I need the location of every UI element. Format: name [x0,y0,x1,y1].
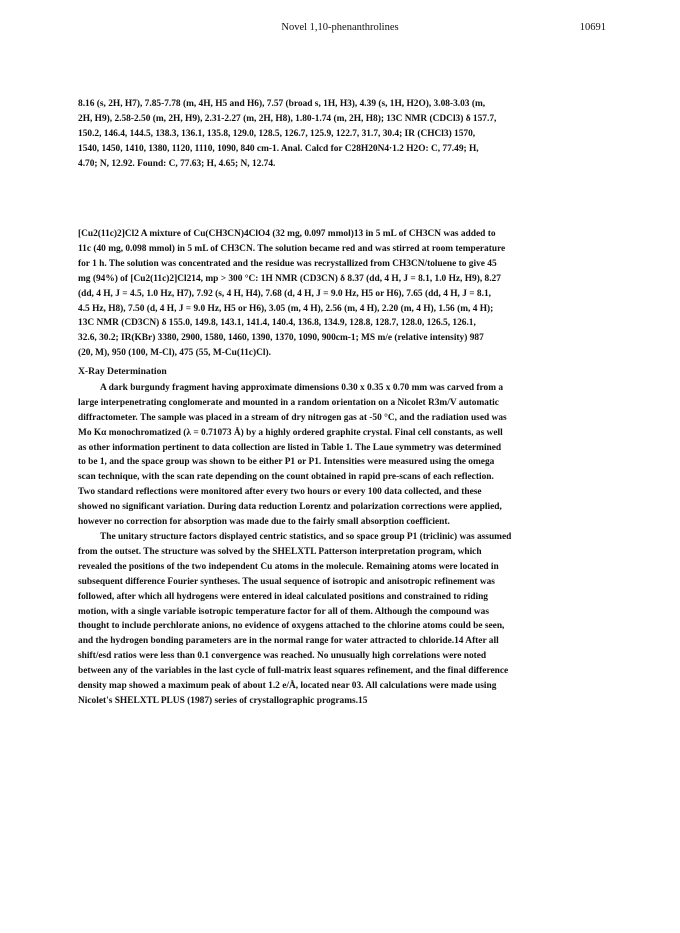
text-line: Two standard reflections were monitored after every two hours or every 100 data collected, and these [78,487,482,498]
text-line: for 1 h. The solution was concentrated and the residue was recrystallized from CH3CN/toluene to give 45 [78,258,497,269]
text-line: as other information pertinent to data collection are listed in Table 1. The Laue symmetry was determined [78,442,502,453]
text-line: 1540, 1450, 1410, 1380, 1120, 1110, 1090, 840 cm-1. Anal. Calcd for C28H20N4·1.2 H2O: C, 77.49; H, [78,143,479,154]
text-line: 2H, H9), 2.58-2.50 (m, 2H, H9), 2.31-2.27 (m, 2H, H8), 1.80-1.74 (m, 2H, H8); 13C NMR (CDCl3) δ 157.7, [78,113,497,124]
text-line: [Cu2(11c)2]Cl2 A mixture of Cu(CH3CN)4ClO4 (32 mg, 0.097 mmol)13 in 5 mL of CH3CN was added to [78,229,496,239]
text-line: Nicolet's SHELXTL PLUS (1987) series of crystallographic programs.15 [78,695,368,706]
text-line: 32.6, 30.2; IR(KBr) 3380, 2900, 1580, 1460, 1390, 1370, 1090, 900cm-1; MS m/e (relative intensity) 987 [78,333,484,344]
text-line: (dd, 4 H, J = 4.5, 1.0 Hz, H7), 7.92 (s, 4 H, H4), 7.68 (d, 4 H, J = 9.0 Hz, H5 or H6), 7.65 (dd, 4 H, J = 8.1, [78,288,491,299]
text-line: from the outset. The structure was solved by the SHELXTL Patterson interpretation program, which [78,546,482,557]
text-line: 8.16 (s, 2H, H7), 7.85-7.78 (m, 4H, H5 and H6), 7.57 (broad s, 1H, H3), 4.39 (s, 1H, H2O), 3.08-3.03 (m, [78,99,486,109]
text-line: followed, after which all hydrogens were entered in ideal calculated positions and constrained to riding [78,591,488,602]
text-line: density map showed a maximum peak of about 1.2 e/Å, located near 03. All calculations were made using [78,681,497,692]
text-line: mg (94%) of [Cu2(11c)2]Cl214, mp > 300 °C: 1H NMR (CD3CN) δ 8.37 (dd, 4 H, J = 8.1, 1.0 Hz, H9), 8.27 [78,273,501,284]
xray-paragraph-2 [78,530,612,709]
page-number: 10691 [579,22,606,33]
text-line: to be 1, and the space group was shown to be either P1 or P1. Intensities were measured using the omega [78,457,495,468]
page-header [0,22,680,36]
text-line: scan technique, with the scan rate depending on the count obtained in rapid pre-scans of each reflection. [78,472,494,483]
text-line: however no correction for absorption was made due to the fairly small absorption coefficient. [78,517,450,528]
section-heading: X-Ray Determination [78,366,167,377]
text-line: large interpenetrating conglomerate and mounted in a random orientation on a Nicolet R3m/V automatic [78,397,499,408]
text-line: motion, with a single variable isotropic temperature factor for all of them. Although the compound was [78,606,490,617]
text-line: between any of the variables in the last cycle of full-matrix least squares refinement, and the final difference [78,666,509,677]
text-line: showed no significant variation. During data reduction Lorentz and polarization corrections were applied, [78,502,502,513]
text-line: 11c (40 mg, 0.098 mmol) in 5 mL of CH3CN. The solution became red and was stirred at room temperature [78,243,506,254]
copper-complex-paragraph [78,227,612,361]
text-line: A dark burgundy fragment having approximate dimensions 0.30 x 0.35 x 0.70 mm was carved from a [100,382,504,393]
text-line: Mo Kα monochromatized (λ = 0.71073 Å) by a highly ordered graphite crystal. Final cell constants, as well [78,427,503,438]
text-line: 4.70; N, 12.92. Found: C, 77.63; H, 4.65; N, 12.74. [78,158,276,169]
nmr-data-paragraph [78,97,612,172]
text-line: subsequent difference Fourier syntheses. The usual sequence of isotropic and anisotropic refinement was [78,576,495,587]
text-line: shift/esd ratios were less than 0.1 convergence was reached. No unusually high correlations were noted [78,651,487,662]
text-line: diffractometer. The sample was placed in a stream of dry nitrogen gas at -50 °C, and the radiation used was [78,412,507,423]
text-line: revealed the positions of the two independent Cu atoms in the molecule. Remaining atoms were located in [78,561,499,572]
text-line: thought to include perchlorate anions, no evidence of oxygens attached to the chlorine atoms could be seen, [78,621,505,632]
text-line: and the hydrogen bonding parameters are in the normal range for water attracted to chloride.14 After all [78,636,499,647]
text-line: (20, M), 950 (100, M-Cl), 475 (55, M-Cu(11c)Cl). [78,348,271,359]
xray-paragraph-1 [78,381,612,530]
text-line: The unitary structure factors displayed centric statistics, and so space group P1 (triclinic) was assumed [100,531,512,542]
text-line: 13C NMR (CD3CN) δ 155.0, 149.8, 143.1, 141.4, 140.4, 136.8, 134.9, 128.8, 128.7, 128.0, 126.5, 126.1, [78,318,476,329]
text-line: 4.5 Hz, H8), 7.50 (d, 4 H, J = 9.0 Hz, H5 or H6), 3.05 (m, 4 H), 2.56 (m, 4 H), 2.20 (m, 4 H), 1.56 (m, 4 H); [78,303,494,314]
running-title: Novel 1,10-phenanthrolines [281,22,399,33]
xray-section [78,365,612,709]
text-line: 150.2, 146.4, 144.5, 138.3, 136.1, 135.8, 129.0, 128.5, 126.7, 125.9, 122.7, 31.7, 30.4; IR (CHCl3) 1570, [78,128,476,139]
